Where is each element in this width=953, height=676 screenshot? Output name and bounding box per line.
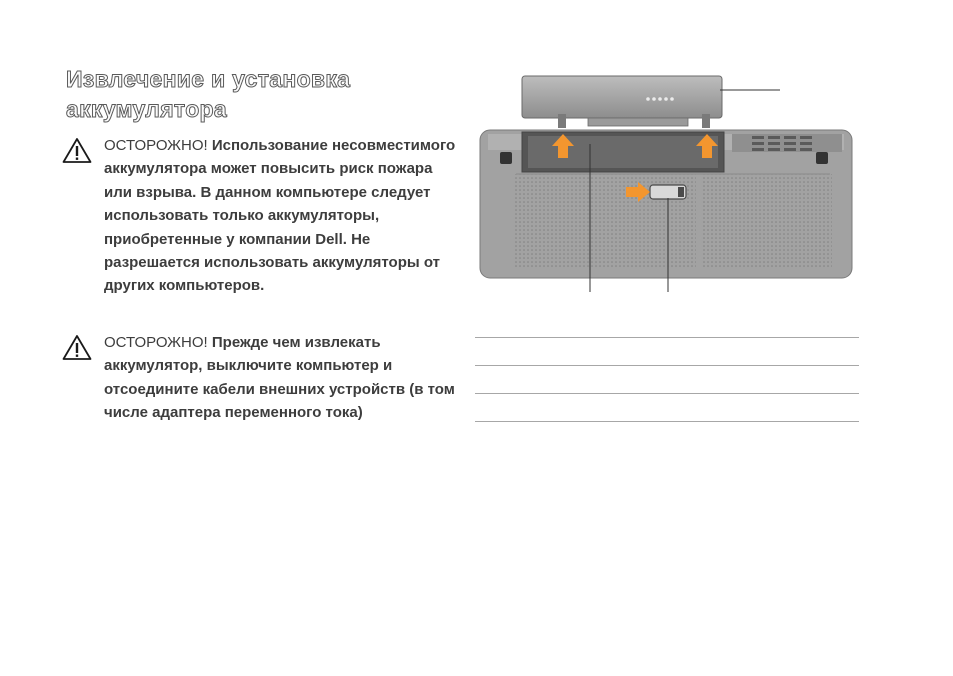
caution-body: Прежде чем извлекать аккумулятор, выключите компьютер и отсоедините кабели внешних устройств (в том числе адаптера переменного тока) <box>104 334 455 422</box>
caution-body: Использование несовместимого аккумулятора может повысить риск пожара или взрыва. В данном компьютере следует использовать только аккумуляторы, приобретенные у компании Dell. Не разрешается использовать аккумуляторы от других компьютеров. <box>104 137 456 295</box>
battery-pack <box>522 76 722 128</box>
warning-triangle-icon <box>62 137 92 164</box>
battery-release-latch <box>650 185 686 199</box>
caution-label: ОСТОРОЖНО! <box>104 137 208 154</box>
warning-triangle-icon <box>62 334 92 361</box>
rubber-foot <box>500 152 512 164</box>
vent-grille <box>732 134 842 152</box>
legend-rule <box>475 337 859 338</box>
legend-rule <box>475 365 859 366</box>
page-title: Извлечение и установка аккумулятора <box>66 66 351 122</box>
caution-label: ОСТОРОЖНО! <box>104 334 208 351</box>
caution-notice-2 <box>62 331 462 425</box>
battery-bay <box>522 132 724 172</box>
battery-removal-illustration <box>470 72 870 302</box>
legend-rule <box>475 421 859 422</box>
rubber-foot <box>816 152 828 164</box>
caution-notice-1 <box>62 134 462 298</box>
caution-text <box>104 331 462 425</box>
caution-text <box>104 134 462 298</box>
legend-rule <box>475 393 859 394</box>
